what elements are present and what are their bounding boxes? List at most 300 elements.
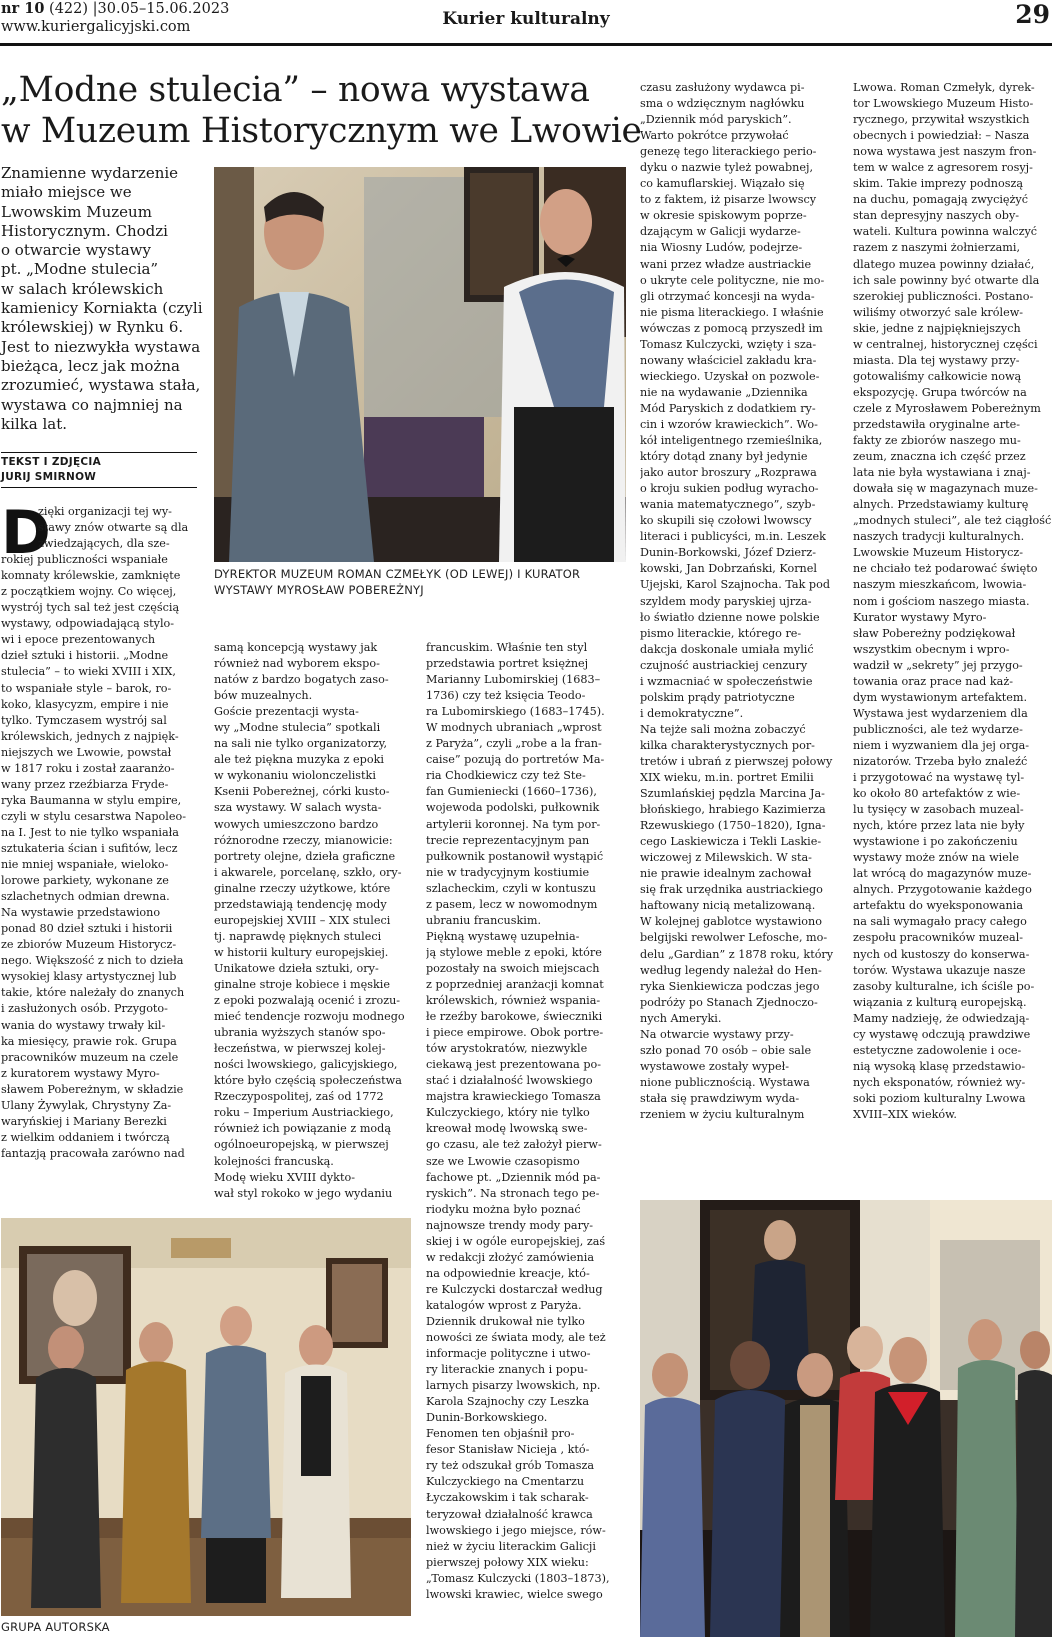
- body-line: wojewoda podolski, pułkownik: [426, 801, 600, 815]
- body-line: o ukryte cele polityczne, nie mo-: [640, 273, 825, 287]
- body-line: tem w walce z agresorem rosyj-: [853, 161, 1033, 175]
- body-line: przedstawiają tendencję mody: [214, 897, 387, 911]
- body-line: W modnych ubraniach „wprost: [426, 721, 602, 735]
- body-line: ich sale powinny być otwarte dla: [853, 273, 1040, 287]
- body-line: lata nie była wystawiana i znaj-: [853, 466, 1031, 480]
- body-line: w centralnej, historycznej części: [853, 337, 1038, 351]
- body-line: stać i działalność lwowskiego: [426, 1074, 593, 1088]
- body-line: Kulczyckiego na Cmentarzu: [426, 1475, 585, 1489]
- body-line: alnych. Przedstawiamy kulturę: [853, 498, 1029, 512]
- body-line: to wspaniałe style – barok, ro-: [1, 681, 172, 695]
- body-line: Rzeczypospolitej, zaś od 1772: [214, 1090, 384, 1104]
- body-line: [1, 520, 197, 536]
- body-line: ponad 80 dzieł sztuki i historii: [1, 922, 173, 936]
- body-line: sław Pobereżny podziękował: [853, 626, 1016, 640]
- body-line: szlachetnych odmian drewna.: [1, 890, 170, 904]
- body-line: koko, klasycyzm, empire i nie: [1, 697, 169, 711]
- body-line: katalogów wprost z Paryża.: [426, 1298, 582, 1312]
- body-line: zespołu pracowników muzeal-: [853, 931, 1024, 945]
- body-line: i demokratyczne”.: [640, 706, 744, 720]
- body-line: nych Ameryki.: [640, 1011, 722, 1025]
- body-line: pierwszej połowy XIX wieku:: [426, 1555, 589, 1569]
- body-line: soki poziom kulturalny Lwowa: [853, 1091, 1026, 1105]
- body-line: z pasem, lecz w nowomodnym: [426, 897, 598, 911]
- body-line: ginalne rzeczy użytkowe, które: [214, 881, 391, 895]
- issue-number: nr 10: [1, 0, 45, 17]
- body-line: ra Lubomirskiego (1683–1745).: [426, 705, 605, 719]
- body-line: z poprzedniej aranżacji komnat: [426, 977, 604, 991]
- drop-cap: D: [1, 498, 51, 568]
- body-line: nizatorów. Trzeba było znaleźć: [853, 754, 1028, 768]
- body-line: ze zbiorów Muzeum Historycz-: [1, 938, 177, 952]
- body-line: go czasu, ale też założył pierw-: [426, 1138, 602, 1152]
- body-line: które było częścią społeczeństwa: [214, 1074, 402, 1088]
- body-line: o kroju sukien podług wyracho-: [640, 482, 819, 496]
- headline-line: „Modne stulecia” – nowa wystawa: [1, 70, 590, 110]
- body-line: ności lwowskiego, galicyjskiego,: [214, 1058, 398, 1072]
- body-line: XVIII–XIX wieków.: [853, 1108, 957, 1121]
- body-line: w okresie spiskowym poprze-: [640, 209, 807, 223]
- body-line: nie pisma literackiego. I właśnie: [640, 305, 824, 319]
- body-line: Dunin-Borkowski, Józef Dzierz-: [640, 546, 817, 560]
- body-line: Fenomen ten objaśnił pro-: [426, 1427, 575, 1441]
- body-line: królewskich, jednych z najpięk-: [1, 729, 179, 743]
- body-line: nowości ze świata mody, ale też: [426, 1331, 606, 1345]
- body-line: wadził w „sekrety” jej przygo-: [853, 658, 1023, 672]
- body-line: czele z Myrosławem Pobereżnym: [853, 401, 1041, 415]
- body-line: Lwowskie Muzeum Historycz-: [853, 546, 1024, 560]
- body-line: Ulany Żywylak, Chrystyny Za-: [1, 1098, 172, 1112]
- photo-director-curator: [214, 167, 626, 562]
- body-line: z Paryża”, czyli „robe a la fran-: [426, 737, 602, 751]
- body-line: 1736) czy też księcia Teodo-: [426, 689, 586, 703]
- body-line: błońskiego, hrabiego Kazimierza: [640, 803, 826, 817]
- body-line: to z faktem, iż pisarze lwowscy: [640, 193, 817, 207]
- body-line: portrety olejne, dzieła graficzne: [214, 849, 396, 863]
- lead-line: pt. „Modne stulecia”: [1, 260, 159, 279]
- body-line: Kulczyckiego, który nie tylko: [426, 1106, 590, 1120]
- body-line: larnych pisarzy lwowskich, np.: [426, 1379, 601, 1393]
- body-line: kolejności francuską.: [214, 1154, 334, 1168]
- lead-line: kamienicy Korniakta (czyli: [1, 299, 203, 318]
- body-line: nią wysoką klasę przedstawio-: [853, 1059, 1026, 1073]
- body-line: mieć tendencje rozwoju modnego: [214, 1010, 405, 1024]
- photo-author-group-image: [1, 1218, 411, 1616]
- body-line: czujność austriackiej cenzury: [640, 658, 808, 672]
- byline-author: JURIJ SMIRNOW: [1, 471, 97, 483]
- body-line: ne chciało też podarować święto: [853, 562, 1038, 576]
- body-line: rokiej publiczności wspaniałe: [1, 553, 168, 567]
- body-line: artylerii koronnej. Na tym por-: [426, 817, 601, 831]
- body-line: stulecia” – to wieki XVIII i XIX,: [1, 665, 176, 679]
- body-line: na sali nie tylko organizatorzy,: [214, 737, 388, 751]
- lead-line: Jest to niezwykła wystawa: [1, 337, 201, 356]
- caption-line: DYREKTOR MUZEUM ROMAN CZMEŁYK (OD LEWEJ) I KURATOR: [214, 567, 581, 581]
- body-line: pracowników muzeum na czele: [1, 1050, 179, 1064]
- body-line: nia Wiosny Ludów, podejrze-: [640, 241, 803, 255]
- body-line: królewskich, również wspania-: [426, 994, 601, 1008]
- body-line: takie, które należały do znanych: [1, 986, 185, 1000]
- body-line: wany przez rzeźbiarza Fryde-: [1, 777, 169, 791]
- body-line: Na tejże sali można zobaczyć: [640, 722, 806, 736]
- body-column-4: [640, 80, 838, 1123]
- body-line: wysokiej klasy artystycznej lub: [1, 970, 177, 984]
- caption-line: WYSTAWY MYROSŁAW POBEREŻNYJ: [214, 582, 424, 597]
- body-line: wystawowe zostały wypeł-: [640, 1059, 789, 1073]
- lead-line: królewskiej) w Rynku 6.: [1, 318, 184, 337]
- body-line: tj. naprawdę pięknych stuleci: [214, 929, 382, 943]
- body-line: waryńskiej i Mariany Berezki: [1, 1114, 167, 1128]
- body-line: wiązania z kulturą europejską.: [853, 995, 1027, 1009]
- header-rule: [0, 43, 1052, 46]
- body-line: na duchu, pomagają zwyciężyć: [853, 193, 1029, 207]
- body-line: i zasłużonych osób. Przygoto-: [1, 1002, 168, 1016]
- body-column-5: [853, 80, 1051, 1123]
- body-line: roku – Imperium Austriackiego,: [214, 1106, 394, 1120]
- body-line: sza wystawy. W salach wysta-: [214, 801, 382, 815]
- body-line: skim. Takie imprezy podnoszą: [853, 177, 1024, 191]
- body-line: łe rzeźby barokowe, świeczniki: [426, 1010, 603, 1024]
- body-line: niejszych we Lwowie, powstał: [1, 745, 172, 759]
- body-line: wszystkim obecnym i wpro-: [853, 642, 1010, 656]
- body-line: i akwarele, porcelanę, szkło, ory-: [214, 865, 402, 879]
- body-line: razem z naszymi żołnierzami,: [853, 241, 1021, 255]
- body-line: wystrój tych sal też jest częścią: [1, 601, 180, 615]
- body-line: Mamy nadzieję, że odwiedzają-: [853, 1011, 1030, 1025]
- body-line: wystawione i po zakończeniu: [853, 835, 1018, 849]
- body-line: jako autor broszury „Rozprawa: [640, 466, 817, 480]
- body-line: z wielkim oddaniem i twórczą: [1, 1130, 170, 1144]
- body-line: fakty ze zbiorów naszego mu-: [853, 434, 1021, 448]
- body-line: dyku o nazwie tyleż powabnej,: [640, 161, 814, 175]
- body-line: zasoby kulturalne, ich ściśle po-: [853, 979, 1035, 993]
- photo-director-curator-image: [214, 167, 626, 562]
- body-line: komnaty królewskie, zamknięte: [1, 569, 181, 583]
- body-line: ciekawą jest prezentowana po-: [426, 1058, 602, 1072]
- body-line: Marianny Lubomirskiej (1683–: [426, 673, 601, 687]
- body-line: cin i wzorów krawieckich”. Wo-: [640, 417, 818, 431]
- body-line: fan Gumieniecki (1660–1736),: [426, 785, 597, 799]
- body-line: Dziennik drukował nie tylko: [426, 1314, 585, 1328]
- photo-caption: [1, 1620, 110, 1636]
- body-line: trecie reprezentacyjnym pan: [426, 833, 590, 847]
- body-line: wówczas z pomocą przyszedł im: [640, 321, 823, 335]
- body-line: cego Laskiewicza i Tekli Laskie-: [640, 835, 822, 849]
- body-line: [1, 504, 197, 520]
- body-line: dlatego muzea powinny działać,: [853, 257, 1035, 271]
- headline-line: w Muzeum Historycznym we Lwowie: [1, 111, 642, 151]
- body-line: cy wystawę odczują prawdziwe: [853, 1027, 1031, 1041]
- byline-rule: [1, 487, 197, 488]
- body-line: nych od kustoszy do konserwa-: [853, 947, 1030, 961]
- body-line: z epoki pozwalają ocenić i zrozu-: [214, 994, 401, 1008]
- body-line: fachowe pt. „Dziennik mód pa-: [426, 1170, 601, 1184]
- body-line: ło światło dzienne nowe polskie: [640, 610, 820, 624]
- body-line: caise” pozują do portretów Ma-: [426, 753, 605, 767]
- body-line: belgijski rewolwer Lefosche, mo-: [640, 931, 828, 945]
- body-line: ale też piękna muzyka z epoki: [214, 753, 384, 767]
- body-line: nych, które przez lata nie były: [853, 819, 1025, 833]
- article-lead: [1, 164, 205, 434]
- body-line: Piękną wystawę uzupełnia-: [426, 929, 580, 943]
- body-line: pozostały na swoich miejscach: [426, 961, 600, 975]
- body-line: ryka Sienkiewicza podczas jego: [640, 979, 820, 993]
- body-line: „Dziennik mód paryskich”.: [640, 113, 792, 127]
- body-line: stawy znów otwarte są dla: [38, 521, 189, 535]
- body-line: również ich powiązanie z modą: [214, 1122, 391, 1136]
- body-line: ka miesięcy, prawie rok. Grupa: [1, 1034, 177, 1048]
- body-line: lorowe parkiety, wykonane ze: [1, 874, 169, 888]
- body-line: lwowskiego i jego miejsce, rów-: [426, 1523, 606, 1537]
- body-line: rzeniem w życiu kulturalnym: [640, 1108, 805, 1121]
- body-line: wystawy, odpowiadającą stylo-: [1, 617, 175, 631]
- body-line: estetyczne zadowolenie i oce-: [853, 1043, 1022, 1057]
- body-line: nowa wystawa jest naszym fron-: [853, 145, 1037, 159]
- body-line: towania oraz prace nad każ-: [853, 674, 1014, 688]
- section-title: Kurier kulturalny: [442, 9, 610, 29]
- body-line: miasta. Dla tej wystawy przy-: [853, 353, 1020, 367]
- body-line: dzającym w Galicji wydarze-: [640, 225, 801, 239]
- lead-line: Znamienne wydarzenie: [1, 164, 179, 182]
- body-line: ko skupili się czołowi lwowscy: [640, 514, 812, 528]
- body-line: torów. Wystawa ukazuje nasze: [853, 963, 1026, 977]
- body-line: kreował modę lwowską swe-: [426, 1122, 588, 1136]
- body-line: sma o wdzięcznym nagłówku: [640, 97, 805, 111]
- body-line: ekspozycję. Grupa twórców na: [853, 385, 1027, 399]
- body-line: przedstawiła oryginalne arte-: [853, 417, 1020, 431]
- lead-line: w salach królewskich: [1, 279, 164, 298]
- body-line: zeum, znaczna ich część przez: [853, 450, 1026, 464]
- body-line: tor Lwowskiego Muzeum Histo-: [853, 97, 1034, 111]
- body-line: obecnych i powiedział: – Nasza: [853, 129, 1030, 143]
- body-line: riodyku można było poznać: [426, 1202, 581, 1216]
- body-line: czyli w stylu cesarstwa Napoleo-: [1, 809, 186, 823]
- body-line: dym wystawionym artefaktem.: [853, 690, 1028, 704]
- body-line: wieckiego. Uzyskał on pozwole-: [640, 369, 820, 383]
- body-line: ubraniu francuskim.: [426, 913, 542, 927]
- body-line: najnowsze trendy mody pary-: [426, 1218, 594, 1232]
- body-line: czasu zasłużony wydawca pi-: [640, 81, 805, 94]
- body-line: na sali wymagało pracy całego: [853, 915, 1027, 929]
- body-line: łeczeństwa, w pierwszej kolej-: [214, 1042, 386, 1056]
- body-line: Ksenii Pobereżnej, córki kusto-: [214, 785, 390, 799]
- body-line: Warto pokrótce przywołać: [640, 129, 789, 143]
- body-line: Wystawa jest wydarzeniem dla: [853, 706, 1028, 720]
- body-line: w 1817 roku i został zaaranżo-: [1, 761, 175, 775]
- body-line: nie w tradycyjnym kostiumie: [426, 865, 590, 879]
- body-line: sze we Lwowie czasopismo: [426, 1154, 580, 1168]
- body-line: ry też odszukał grób Tomasza: [426, 1459, 595, 1473]
- body-line: re Kulczycki dostarczał według: [426, 1282, 603, 1296]
- photo-author-group: [1, 1218, 411, 1616]
- body-line: samą koncepcją wystawy jak: [214, 641, 378, 654]
- byline-rule: [1, 452, 197, 453]
- body-line: kół inteligentnego rzemieślnika,: [640, 434, 823, 448]
- body-line: wi i epoce prezentowanych: [1, 633, 156, 647]
- body-line: szyldem mody paryskiej ujrza-: [640, 594, 812, 608]
- lead-line: bieżąca, lecz jak można: [1, 356, 180, 375]
- body-line: literaci i publicyści, m.in. Leszek: [640, 530, 826, 544]
- body-line: genezę tego literackiego perio-: [640, 145, 817, 159]
- article-headline: [1, 70, 642, 152]
- body-line: w redakcji złożyć zamówienia: [426, 1250, 595, 1264]
- body-line: [1, 536, 197, 552]
- body-line: stan depresyjny naszych oby-: [853, 209, 1020, 223]
- body-line: „Tomasz Kulczycki (1803–1873),: [426, 1571, 610, 1585]
- body-line: Szumlańskiej pędzla Marcina Ja-: [640, 787, 825, 801]
- body-line: zwiedzających, dla sze-: [38, 537, 170, 551]
- body-line: francuskim. Właśnie ten styl: [426, 641, 588, 654]
- body-line: wateli. Kultura powinna walczyć: [853, 225, 1038, 239]
- body-line: nież w życiu literackim Galicji: [426, 1539, 596, 1553]
- body-line: się frak urzędnika austriackiego: [640, 883, 823, 897]
- body-line: tylko. Tymczasem wystrój sal: [1, 713, 167, 727]
- body-line: wani przez władze austriackie: [640, 257, 812, 271]
- body-line: lat wrócą do magazynów muze-: [853, 867, 1032, 881]
- body-line: Lwowa. Roman Czmełyk, dyrek-: [853, 81, 1035, 94]
- body-column-3: [426, 640, 626, 1603]
- body-line: i przygotować na wystawę tyl-: [853, 771, 1025, 785]
- body-line: W kolejnej gablotce wystawiono: [640, 915, 822, 929]
- body-line: pismo literackie, którego re-: [640, 626, 802, 640]
- body-line: w wykonaniu wiolonczelistki: [214, 769, 376, 783]
- body-line: naszym mieszkańcom, lwowia-: [853, 578, 1027, 592]
- body-line: podróży po Stanach Zjednoczo-: [640, 995, 818, 1009]
- body-line: na odpowiednie kreacje, któ-: [426, 1266, 590, 1280]
- body-line: wiczowej z Milewskich. W sta-: [640, 851, 812, 865]
- body-line: nie na wydawanie „Dziennika: [640, 385, 808, 399]
- page-number: 29: [1015, 0, 1050, 29]
- body-line: z kuratorem wystawy Myro-: [1, 1066, 160, 1080]
- body-line: co kamuflarskiej. Wiązało się: [640, 177, 805, 191]
- body-line: ją stylowe meble z epoki, które: [426, 945, 602, 959]
- body-line: gotowaliśmy całkowicie nową: [853, 369, 1022, 383]
- body-line: majstra krawieckiego Tomasza: [426, 1090, 601, 1104]
- body-line: z początkiem wojny. Co więcej,: [1, 585, 177, 599]
- body-line: skiej i w ogóle europejskiej, zaś: [426, 1234, 606, 1248]
- body-line: nych eksponatów, również wy-: [853, 1075, 1026, 1089]
- lead-line: wystawa co najmniej na: [1, 395, 183, 414]
- body-line: stała się prawdziwym wyda-: [640, 1091, 800, 1105]
- photo-visitors: [640, 1200, 1052, 1637]
- website-link[interactable]: www.kuriergalicyjski.com: [1, 19, 191, 35]
- body-line: publiczności, ale też wydarze-: [853, 722, 1023, 736]
- issue-dates: (422) |30.05–15.06.2023: [49, 1, 230, 17]
- lead-line: miało miejsce we: [1, 183, 132, 202]
- body-line: Karola Szajnochy czy Leszka: [426, 1395, 590, 1409]
- body-line: fantazją pracowała zarówno nad: [1, 1146, 185, 1160]
- body-line: ogólnoeuropejską, w pierwszej: [214, 1138, 389, 1152]
- body-line: bów muzealnych.: [214, 689, 313, 703]
- body-line: Kurator wystawy Myro-: [853, 610, 987, 624]
- body-line: Unikatowe dzieła sztuki, ory-: [214, 961, 379, 975]
- body-line: wiliśmy otworzyć sale królew-: [853, 305, 1024, 319]
- lead-line: o otwarcie wystawy: [1, 241, 151, 260]
- body-line: alnych. Przygotowanie każdego: [853, 883, 1032, 897]
- body-line: europejskiej XVIII – XIX stuleci: [214, 913, 391, 927]
- body-line: lwowski krawiec, wielce swego: [426, 1587, 603, 1601]
- body-line: Ujejski, Karol Szajnocha. Tak pod: [640, 578, 830, 592]
- body-line: wał styl rokoko w jego wydaniu: [214, 1186, 393, 1200]
- body-line: kowski, Jan Dobrzański, Kornel: [640, 562, 817, 576]
- body-line: który dotąd znany był jedynie: [640, 450, 808, 464]
- body-line: Łyczakowskim i tak scharak-: [426, 1491, 589, 1505]
- body-line: ubrania wyższych stanów spo-: [214, 1026, 386, 1040]
- body-line: szlacheckim, czyli w kontuszu: [426, 881, 596, 895]
- body-line: wystawy może znów na wiele: [853, 851, 1020, 865]
- lead-line: Lwowskim Muzeum: [1, 202, 152, 221]
- body-line: Na wystawie przedstawiono: [1, 906, 161, 920]
- body-line: różnorodne rzeczy, mianowicie:: [214, 833, 393, 847]
- body-line: XIX wieku, m.in. portret Emilii: [640, 771, 814, 785]
- body-line: haftowany nicią metalizowaną.: [640, 899, 816, 913]
- body-line: delu „Gardian” z 1878 roku, który: [640, 947, 834, 961]
- body-line: wowych umieszczono bardzo: [214, 817, 379, 831]
- body-line: ria Chodkiewicz czy też Ste-: [426, 769, 586, 783]
- body-line: nom i gościom naszego miasta.: [853, 594, 1030, 608]
- body-line: informacje polityczne i utwo-: [426, 1347, 591, 1361]
- body-line: ryka Baumanna w stylu empire,: [1, 793, 182, 807]
- body-line: sztukateria ścian i sufitów, lecz: [1, 841, 178, 855]
- body-line: Na otwarcie wystawy przy-: [640, 1027, 794, 1041]
- body-line: Mód Paryskich z dodatkiem ry-: [640, 401, 816, 415]
- body-line: ryskich”. Na stronach tego pe-: [426, 1186, 600, 1200]
- body-line: Goście prezentacji wysta-: [214, 705, 359, 719]
- body-line: teryzował działalność krawca: [426, 1507, 593, 1521]
- body-line: Rzewuskiego (1750–1820), Igna-: [640, 819, 826, 833]
- body-line: według legendy należał do Hen-: [640, 963, 822, 977]
- body-line: nego. Większość z nich to dzieła: [1, 954, 184, 968]
- body-line: „modnych stuleci”, ale też ciągłość: [853, 514, 1051, 528]
- body-line: polskim prądy patriotyczne: [640, 690, 795, 704]
- body-line: wy „Modne stulecia” spotkali: [214, 721, 381, 735]
- body-line: nie prawie idealnym zachował: [640, 867, 812, 881]
- body-line: skie, jedne z najpiękniejszych: [853, 321, 1021, 335]
- body-line: dowała się w magazynach muze-: [853, 482, 1038, 496]
- body-line: nione publicznością. Wystawa: [640, 1075, 810, 1089]
- body-line: na I. Jest to nie tylko wspaniała: [1, 825, 179, 839]
- body-line: fesor Stanisław Nicieja , któ-: [426, 1443, 590, 1457]
- body-line: szło ponad 70 osób – obie sale: [640, 1043, 812, 1057]
- body-line: zięki organizacji tej wy-: [38, 505, 172, 518]
- body-line: dzieł sztuki i historii. „Modne: [1, 649, 169, 663]
- body-line: pułkownik postanowił wystąpić: [426, 849, 604, 863]
- body-line: artefaktu do wyeksponowania: [853, 899, 1024, 913]
- body-column-2: [214, 640, 412, 1202]
- body-line: Dunin-Borkowskiego.: [426, 1411, 548, 1425]
- lead-line: zrozumieć, wystawa stała,: [1, 376, 201, 395]
- body-line: ry literackie znanych i popu-: [426, 1363, 588, 1377]
- body-line: tretów i ubrań z pierwszej połowy: [640, 754, 833, 768]
- lead-line: kilka lat.: [1, 414, 68, 433]
- body-column-1: [1, 498, 197, 1162]
- body-line: nowany właściciel zakładu kra-: [640, 353, 817, 367]
- body-line: również nad wyborem ekspo-: [214, 657, 380, 671]
- body-line: Tomasz Kulczycki, wzięty i sza-: [640, 337, 817, 351]
- body-line: niem i wyzwaniem dla jej orga-: [853, 738, 1030, 752]
- body-line: rycznego, przywitał wszystkich: [853, 113, 1030, 127]
- body-line: naszych tradycji kulturalnych.: [853, 530, 1025, 544]
- body-line: tów arystokratów, niezwykle: [426, 1042, 588, 1056]
- body-line: przedstawia portret księżnej: [426, 657, 589, 671]
- body-line: natów z bardzo bogatych zaso-: [214, 673, 389, 687]
- body-line: w historii kultury europejskiej.: [214, 945, 389, 959]
- body-line: ginalne stroje kobiece i męskie: [214, 977, 390, 991]
- byline-credit: TEKST I ZDJĘCIA: [1, 456, 102, 468]
- caption-line: GRUPA AUTORSKA: [1, 1620, 110, 1634]
- body-line: lu tysięcy w zasobach muzeal-: [853, 803, 1024, 817]
- body-line: i piece empirowe. Obok portre-: [426, 1026, 604, 1040]
